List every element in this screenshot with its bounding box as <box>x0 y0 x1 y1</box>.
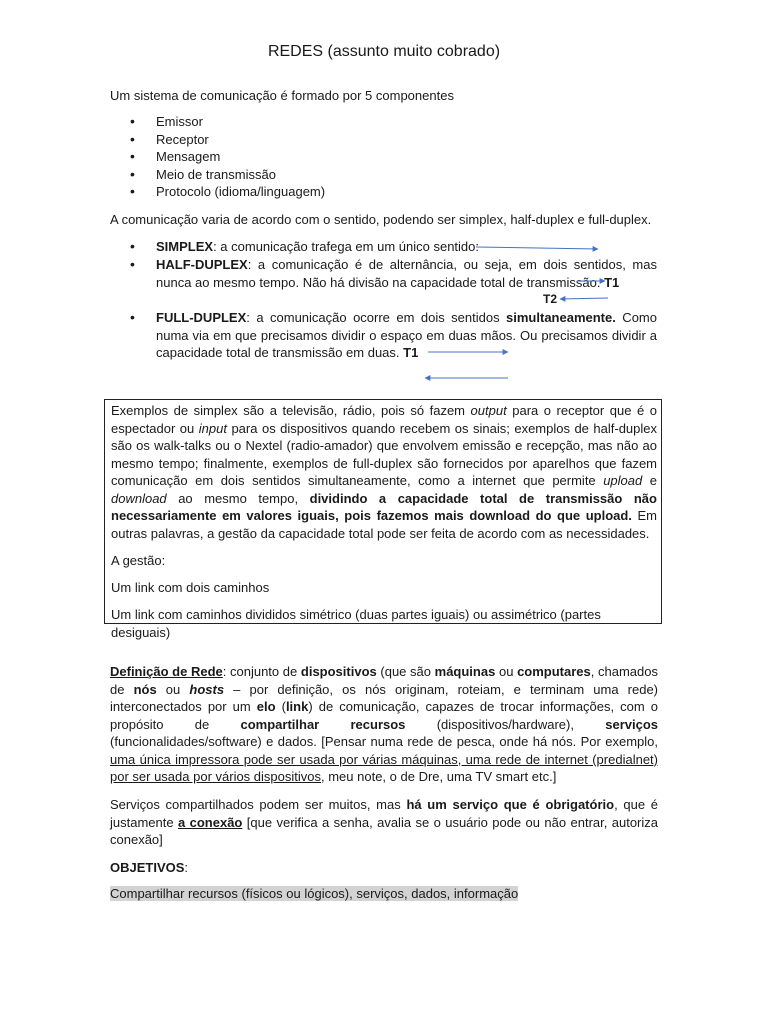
half-t1-label: T1 <box>604 274 620 290</box>
list-item: • Receptor <box>110 131 325 149</box>
definition-label: Definição de Rede <box>110 664 223 679</box>
gestao-item-2: Um link com caminhos divididos simétrico (duas partes iguais) ou assimétrico (partes desiguais) <box>111 607 601 640</box>
list-item: • Emissor <box>110 113 325 131</box>
direction-arrows <box>0 0 768 400</box>
bullet: • <box>130 238 135 254</box>
examples-paragraph: Exemplos de simplex são a televisão, rádio, pois só fazem output para o receptor que é o espectador ou input para os dispositivos quando recebem os sinais; exemplos de half-duplex são os walk-talks ou o Nextel (radio-amador) que envolvem emissão e recepção, mas não ao mesmo tempo; finalmente, exemplos de full-duplex são fornecidos por aparelhos que fazem comunicação em dois sentidos simultaneamente, como a internet que permite upload e download ao mesmo tempo, dividindo a capacidade total de transmissão não necessariamente em valores iguais, pois fazemos mais download do que upload. Em outras palavras, a gestão da capacidade total pode ser feita de acordo com as necessidades. <box>111 403 658 541</box>
full-t1-label: T1 <box>403 345 419 360</box>
servicos-paragraph: Serviços compartilhados podem ser muitos, mas há um serviço que é obrigatório, que é justamente a conexão [que verifica a senha, avalia se o usuário pode ou não entrar, autoriza conexão] <box>110 797 659 847</box>
list-item: • Mensagem <box>110 148 325 166</box>
half-t2-arrow <box>560 298 608 299</box>
simplex-term: SIMPLEX <box>156 239 214 254</box>
simplex-item: • SIMPLEX: a comunicação trafega em um único sentido: <box>130 238 480 254</box>
list-item: • Meio de transmissão <box>110 166 325 184</box>
bullet: • <box>130 256 135 272</box>
intro-paragraph: Um sistema de comunicação é formado por 5 componentes <box>110 88 454 103</box>
definition-paragraph: Definição de Rede: conjunto de dispositivos (que são máquinas ou computares, chamados de nós ou hosts – por definição, os nós originam, roteiam, e terminam uma rede) interconectados por um elo (link) de comunicação, capazes de trocar informações, com o propósito de compartilhar recursos (dispositivos/hardware), serviços (funcionalidades/software) e dados. [Pensar numa rede de pesca, onde há nós. Por exemplo, uma única impressora pode ser usada por várias máquinas, uma rede de internet (predialnet) por ser usada por vários dispositivos, meu note, o de Dre, uma TV smart etc.] <box>110 664 659 784</box>
gestao-item-1: Um link com dois caminhos <box>111 580 270 595</box>
gestao-label: A gestão: <box>111 553 166 568</box>
objetivos-heading: OBJETIVOS: <box>110 860 189 875</box>
half-duplex-item: • HALF-DUPLEX: a comunicação é de alternância, ou seja, em dois sentidos, mas nunca ao mesmo tempo. Não há divisão na capacidade total de transmissão. T1 <box>130 256 657 290</box>
full-duplex-term: FULL-DUPLEX <box>156 310 247 325</box>
half-t2-label: T2 <box>543 292 558 306</box>
sentido-paragraph: A comunicação varia de acordo com o sentido, podendo ser simplex, half-duplex e full-duplex. <box>110 212 652 227</box>
list-item: • Protocolo (idioma/linguagem) <box>110 183 325 201</box>
examples-box <box>104 399 662 640</box>
half-duplex-term: HALF-DUPLEX <box>156 257 248 272</box>
bullet: • <box>130 309 135 325</box>
page-title: REDES (assunto muito cobrado) <box>267 43 501 60</box>
objetivos-item <box>110 885 658 903</box>
full-duplex-item: • FULL-DUPLEX: a comunicação ocorre em dois sentidos simultaneamente. Como numa via em que precisamos dividir o espaço em duas mãos. Ou precisamos dividir a capacidade total de transmissão em duas. T1 <box>130 309 657 360</box>
highlighted-objective: Compartilhar recursos (físicos ou lógicos), serviços, dados, informação <box>110 886 519 901</box>
simplex-arrow <box>476 247 598 249</box>
